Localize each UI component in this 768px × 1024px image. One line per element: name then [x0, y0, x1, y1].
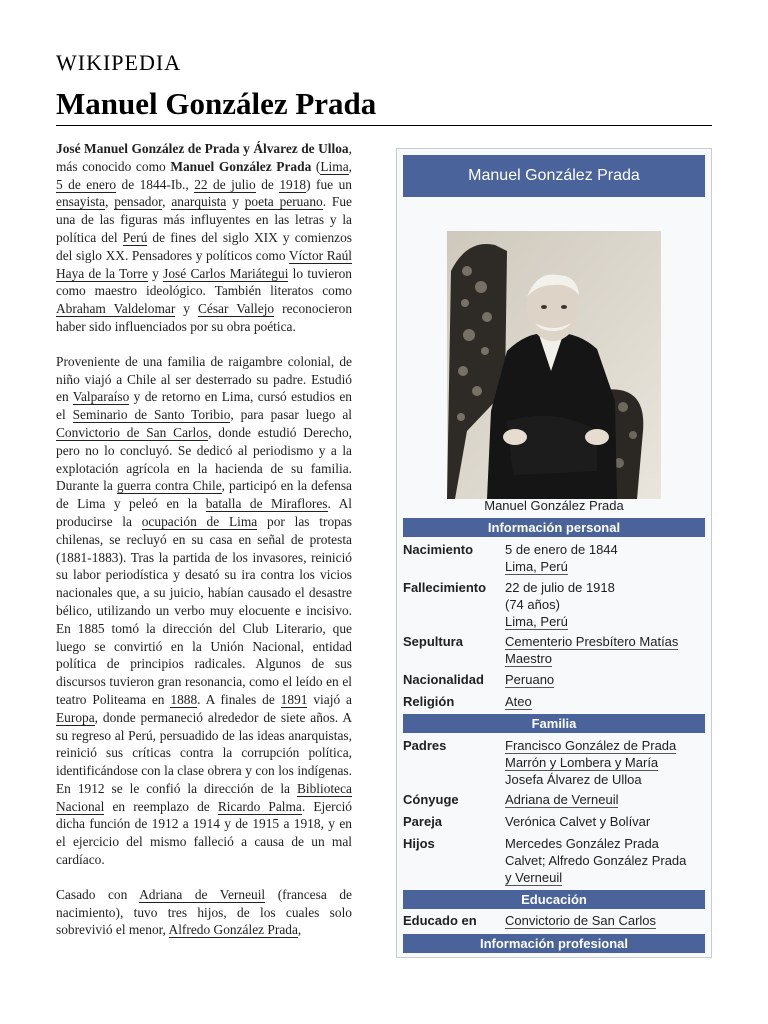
- text-run: ,: [297, 922, 302, 938]
- label-death: Fallecimiento: [403, 580, 487, 595]
- value-religion: [505, 693, 705, 710]
- article-link[interactable]: batalla de Miraflores: [205, 496, 328, 512]
- text-run: de 1844-Ib.,: [116, 176, 195, 192]
- article-link[interactable]: Biblioteca Nacional: [56, 780, 352, 814]
- portrait-photo-image: [447, 231, 661, 499]
- text-run: . Ejerció dicha función de 1912 a 1914 y de 1915 a 1918, y en el ejercicio del mismo falleció a causa de un mal cardíaco.: [56, 798, 352, 868]
- article-link[interactable]: Abraham Valdelomar: [56, 301, 176, 317]
- school-link[interactable]: Convictorio de San Carlos: [505, 913, 657, 928]
- text-run: Casado con: [56, 886, 140, 902]
- wikipedia-logo[interactable]: WIKIPEDIA: [56, 50, 182, 75]
- value-burial: [505, 633, 705, 667]
- text-run: reconocieron haber sido influenciados por su obra poética.: [56, 301, 353, 334]
- article-link[interactable]: Perú: [122, 229, 148, 245]
- text-run: de: [255, 176, 280, 192]
- birth-place-link[interactable]: Lima, Perú: [505, 559, 568, 574]
- label-nationality: Nacionalidad: [403, 672, 484, 687]
- text-run: . A finales de: [197, 691, 281, 707]
- label-children: Hijos: [403, 836, 435, 851]
- paragraph-intro: [56, 140, 352, 336]
- article-link[interactable]: pensador: [114, 194, 163, 210]
- burial-link[interactable]: Cementerio Presbítero Matías: [505, 634, 679, 649]
- infobox-title: Manuel González Prada: [403, 155, 705, 197]
- text-run: (: [311, 158, 321, 174]
- text-run: y: [226, 194, 245, 210]
- article-link[interactable]: 1888: [170, 691, 198, 707]
- page-title: Manuel González Prada: [56, 86, 377, 121]
- text-run: , más conocido como: [56, 141, 352, 174]
- article-link[interactable]: Alfredo González Prada: [168, 922, 298, 938]
- text-run: . Al producirse la: [56, 496, 352, 529]
- text-run: y: [147, 265, 164, 281]
- death-place-link[interactable]: Lima, Perú: [505, 614, 568, 629]
- article-body: [56, 140, 352, 956]
- value-nationality: [505, 671, 705, 688]
- paragraph-biography: [56, 353, 352, 869]
- label-educated: Educado en: [403, 913, 477, 928]
- value-children: [505, 835, 705, 886]
- article-link[interactable]: poeta peruano: [244, 194, 323, 210]
- value-spouse: [505, 791, 705, 808]
- text-run: viajó a: [307, 691, 352, 707]
- text-run: de fines del siglo XIX y comienzos del siglo XX. Pensadores y políticos como: [56, 229, 352, 263]
- section-family: Familia: [403, 714, 705, 733]
- article-link[interactable]: Europa: [56, 709, 95, 725]
- portrait-photo[interactable]: [447, 231, 661, 499]
- father-link-cont[interactable]: Marrón y Lombera y María: [505, 755, 659, 770]
- partner-name: Verónica Calvet y Bolívar: [505, 814, 651, 829]
- value-educated: [505, 912, 705, 929]
- infobox: [396, 148, 712, 958]
- article-link[interactable]: anarquista: [171, 194, 227, 210]
- burial-link-cont[interactable]: Maestro: [505, 651, 552, 666]
- value-partner: [505, 813, 705, 830]
- death-date: 22 de julio de 1918: [505, 580, 615, 595]
- article-link[interactable]: 1891: [280, 691, 308, 707]
- section-education: Educación: [403, 890, 705, 909]
- article-link[interactable]: César Vallejo: [197, 301, 275, 317]
- child-name: Mercedes González Prada: [505, 836, 659, 851]
- text-run: y de retorno en Lima, cursó estudios en el: [56, 389, 352, 423]
- father-link[interactable]: Francisco González de Prada: [505, 738, 677, 753]
- text-run: ,: [105, 194, 115, 210]
- article-link[interactable]: 1918: [279, 176, 307, 192]
- birth-date: 5 de enero de 1844: [505, 542, 618, 557]
- article-link[interactable]: 5 de enero: [56, 176, 117, 192]
- article-link[interactable]: Convictorio de San Carlos: [56, 424, 209, 440]
- article-link[interactable]: Adriana de Verneuil: [139, 886, 266, 902]
- text-run: . Fue una de las figuras más influyentes en las letras y la política del: [56, 194, 352, 245]
- paragraph-family: [56, 886, 352, 939]
- nationality-link[interactable]: Peruano: [505, 672, 555, 687]
- text-run: Proveniente de una familia de raigambre colonial, de niño viajó a Chile al ser desterrado su padre. Estudió en: [56, 353, 352, 405]
- text-run: en reemplazo de: [104, 798, 218, 814]
- text-run: por las tropas chilenas, se recluyó en su casa en señal de protesta (1881-1883). Tras la partida de los invasores, reinició su labor periodística y desató su ira contra los vicios nacionales que, a su juicio, habían causado el desastre bélico, utilizando un verbo muy elocuente e incisivo. En 1885 tomó la dirección del Club Literario, que luego se convirtió en la Unión Nacional, entidad política de principios radicales. Algunos de sus discursos tuvieron gran resonancia, como el leído en el teatro Politeama en: [56, 513, 352, 707]
- article-link[interactable]: Víctor Raúl Haya de la Torre: [56, 247, 352, 281]
- article-link[interactable]: guerra contra Chile: [116, 478, 222, 494]
- text-run: (francesa de nacimiento), tuvo tres hijos, de los cuales solo sobrevivió el menor,: [56, 886, 352, 938]
- death-age: (74 años): [505, 597, 560, 612]
- label-burial: Sepultura: [403, 634, 463, 649]
- text-run: y: [175, 301, 198, 317]
- text-run: , donde permaneció alrededor de siete años. A su regreso al Perú, persuadido de las ideas anarquistas, reinició sus críticas contra la corrupción política, identificándose con la clase obrera y con los indígenas. En 1912 se le confió la dirección de la: [56, 709, 352, 796]
- article-link[interactable]: Lima: [320, 158, 349, 174]
- label-spouse: Cónyuge: [403, 792, 459, 807]
- article-link[interactable]: José Carlos Mariátegui: [163, 265, 289, 281]
- article-link[interactable]: 22 de julio: [194, 176, 256, 192]
- title-divider: [56, 125, 712, 126]
- label-parents: Padres: [403, 738, 447, 753]
- label-partner: Pareja: [403, 814, 443, 829]
- section-professional: Información profesional: [403, 934, 705, 953]
- article-link[interactable]: Seminario de Santo Toribio: [72, 407, 231, 423]
- value-birth: [505, 541, 705, 575]
- article-link[interactable]: Ricardo Palma: [217, 798, 302, 814]
- text-run: , participó en la defensa de Lima y peleó en la: [56, 478, 352, 512]
- text-run: ,: [162, 194, 172, 210]
- text-run: lo tuvieron como maestro ideológico. También literatos como: [56, 265, 352, 299]
- article-link[interactable]: ocupación de Lima: [141, 513, 258, 529]
- religion-link[interactable]: Ateo: [505, 694, 532, 709]
- text-run: ) fue un: [306, 176, 352, 192]
- label-religion: Religión: [403, 694, 455, 709]
- value-death: [505, 579, 705, 630]
- article-link[interactable]: Valparaíso: [72, 389, 130, 405]
- value-parents: [505, 737, 705, 788]
- section-personal-info: Información personal: [403, 518, 705, 537]
- article-link[interactable]: ensayista: [56, 194, 106, 210]
- bold-text: José Manuel González de Prada y Álvarez de Ulloa: [56, 141, 349, 156]
- portrait-caption: Manuel González Prada: [484, 498, 624, 513]
- child-link[interactable]: y Verneuil: [505, 870, 563, 885]
- mother-name: Josefa Álvarez de Ulloa: [505, 772, 642, 787]
- text-run: ,: [348, 158, 352, 174]
- label-birth: Nacimiento: [403, 542, 474, 557]
- text-run: , para pasar luego al: [230, 407, 353, 423]
- bold-text: Manuel González Prada: [170, 158, 312, 174]
- text-run: , donde estudió Derecho, pero no lo concluyó. Se dedicó al periodismo y a la explotación agrícola en la hacienda de su familia. Durante la: [56, 424, 353, 494]
- child-name-cont: Calvet; Alfredo González Prada: [505, 853, 687, 868]
- spouse-link[interactable]: Adriana de Verneuil: [505, 792, 619, 807]
